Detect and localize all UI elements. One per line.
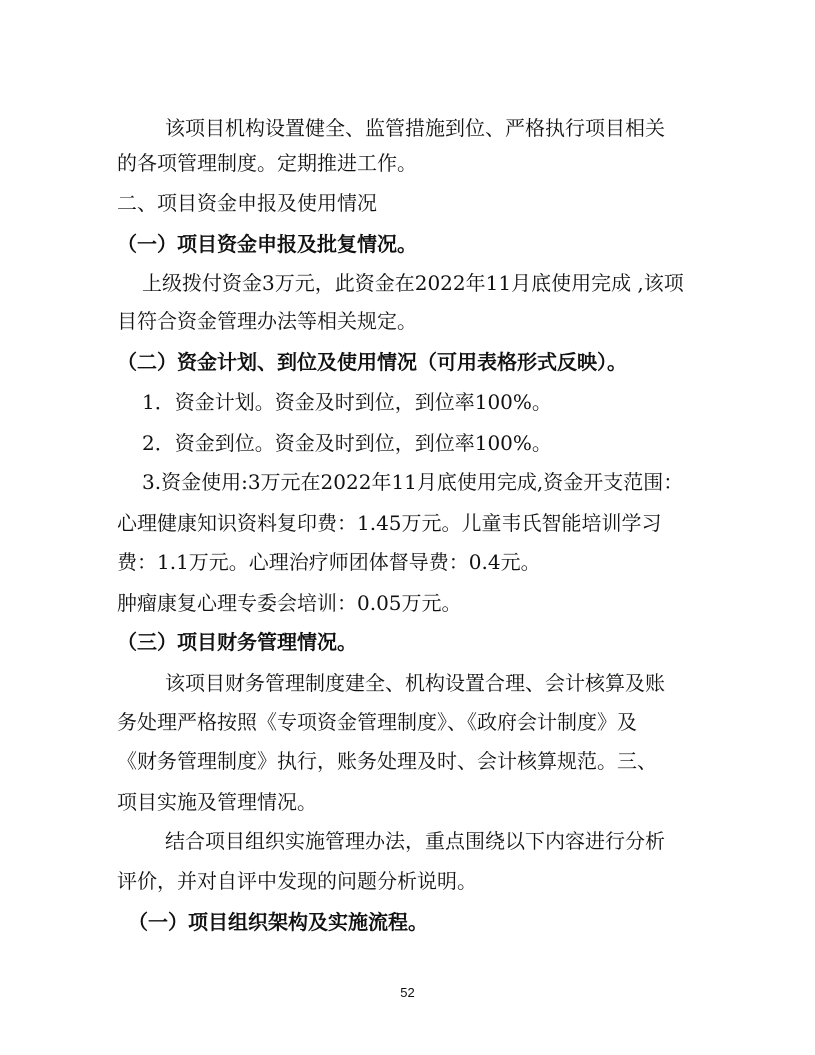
subsection-heading: （一）项目资金申报及批复情况。 [117, 232, 417, 256]
list-item: 1．资金计划。资金及时到位，到位率100%。 [142, 390, 552, 414]
paragraph-line: 该项目机构设置健全、监管措施到位、严格执行项目相关 [165, 116, 665, 140]
paragraph-line: 结合项目组织实施管理办法，重点围绕以下内容进行分析 [165, 829, 665, 853]
paragraph-line: 上级拨付资金3万元，此资金在2022年11月底使用完成 ,该项 [142, 271, 684, 295]
list-item: 3.资金使用:3万元在2022年11月底使用完成,资金开支范围： [142, 470, 684, 494]
paragraph-line: 务处理严格按照《专项资金管理制度》、《政府会计制度》及 [117, 710, 637, 734]
section-heading: 二、项目资金申报及使用情况 [117, 191, 377, 215]
paragraph-line: 《财务管理制度》执行，账务处理及时、会计核算规范。三、 [117, 749, 657, 773]
paragraph-line: 费：1.1万元。心理治疗师团体督导费：0.4元。 [117, 550, 541, 574]
paragraph-line: 心理健康知识资料复印费：1.45万元。儿童韦氏智能培训学习 [117, 511, 662, 535]
paragraph-line: 肿瘤康复心理专委会培训：0.05万元。 [117, 591, 462, 615]
list-item: 2．资金到位。资金及时到位，到位率100%。 [142, 431, 552, 455]
paragraph-line: 的各项管理制度。定期推进工作。 [117, 151, 417, 175]
page-number: 52 [400, 985, 415, 1000]
paragraph-line: 评价，并对自评中发现的问题分析说明。 [117, 869, 477, 893]
paragraph-line: 该项目财务管理制度建全、机构设置合理、会计核算及账 [165, 671, 665, 695]
section-heading: 项目实施及管理情况。 [117, 790, 317, 814]
subsection-heading: （一）项目组织架构及实施流程。 [128, 910, 428, 934]
subsection-heading: （三）项目财务管理情况。 [117, 630, 357, 654]
paragraph-line: 目符合资金管理办法等相关规定。 [117, 309, 417, 333]
subsection-heading: （二）资金计划、到位及使用情况（可用表格形式反映）。 [117, 350, 627, 374]
